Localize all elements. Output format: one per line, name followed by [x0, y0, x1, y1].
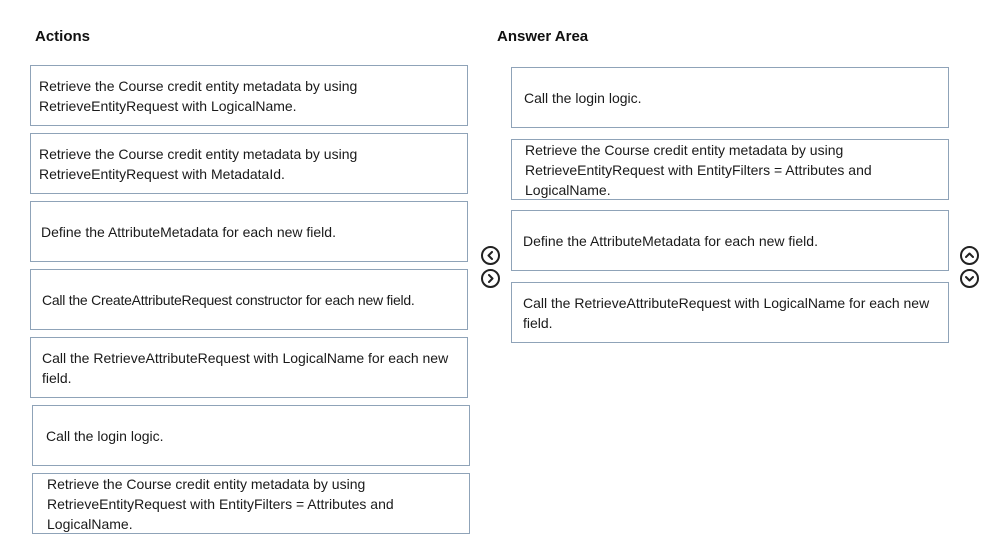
answer-item-login-logic[interactable] — [511, 67, 949, 128]
chevron-down-icon — [965, 274, 974, 283]
action-item-label: Retrieve the Course credit entity metadata by using RetrieveEntityRequest with LogicalName. — [39, 77, 358, 114]
chevron-up-icon — [965, 251, 974, 260]
move-left-button[interactable] — [481, 246, 500, 265]
move-down-button[interactable] — [960, 269, 979, 288]
action-item-retrieve-attribute-request[interactable] — [30, 337, 468, 398]
chevron-right-icon — [486, 274, 495, 283]
action-item-label: Call the login logic. — [46, 427, 164, 444]
chevron-left-icon — [486, 251, 495, 260]
action-item-label: Define the AttributeMetadata for each new field. — [41, 223, 336, 240]
actions-heading: Actions — [35, 28, 91, 45]
action-item-retrieve-logicalname[interactable] — [30, 65, 468, 126]
action-item-retrieve-entityfilters[interactable] — [32, 473, 470, 534]
answer-item-label: Call the login logic. — [524, 89, 642, 106]
answer-area-heading: Answer Area — [497, 28, 589, 45]
action-item-label: Retrieve the Course credit entity metadata by using RetrieveEntityRequest with EntityFilters = Attributes and LogicalName. — [47, 475, 394, 532]
answer-item-label: Retrieve the Course credit entity metadata by using RetrieveEntityRequest with EntityFilters = Attributes and LogicalName. — [525, 141, 872, 198]
action-item-define-attributemetadata[interactable] — [30, 201, 468, 262]
action-item-label: Retrieve the Course credit entity metadata by using RetrieveEntityRequest with MetadataId. — [39, 145, 358, 182]
answer-item-label: Define the AttributeMetadata for each new field. — [523, 232, 818, 249]
action-item-label: Call the CreateAttributeRequest constructor for each new field. — [42, 291, 415, 308]
move-up-button[interactable] — [960, 246, 979, 265]
answer-item-retrieve-entityfilters[interactable] — [511, 139, 949, 200]
move-right-button[interactable] — [481, 269, 500, 288]
answer-item-label: Call the RetrieveAttributeRequest with LogicalName for each new field. — [523, 294, 930, 331]
answer-item-retrieve-attribute-request[interactable] — [511, 282, 949, 343]
answer-item-define-attributemetadata[interactable] — [511, 210, 949, 271]
action-item-login-logic[interactable] — [32, 405, 470, 466]
action-item-create-attribute-request[interactable] — [30, 269, 468, 330]
action-item-label: Call the RetrieveAttributeRequest with LogicalName for each new field. — [42, 349, 449, 386]
action-item-retrieve-metadataid[interactable] — [30, 133, 468, 194]
